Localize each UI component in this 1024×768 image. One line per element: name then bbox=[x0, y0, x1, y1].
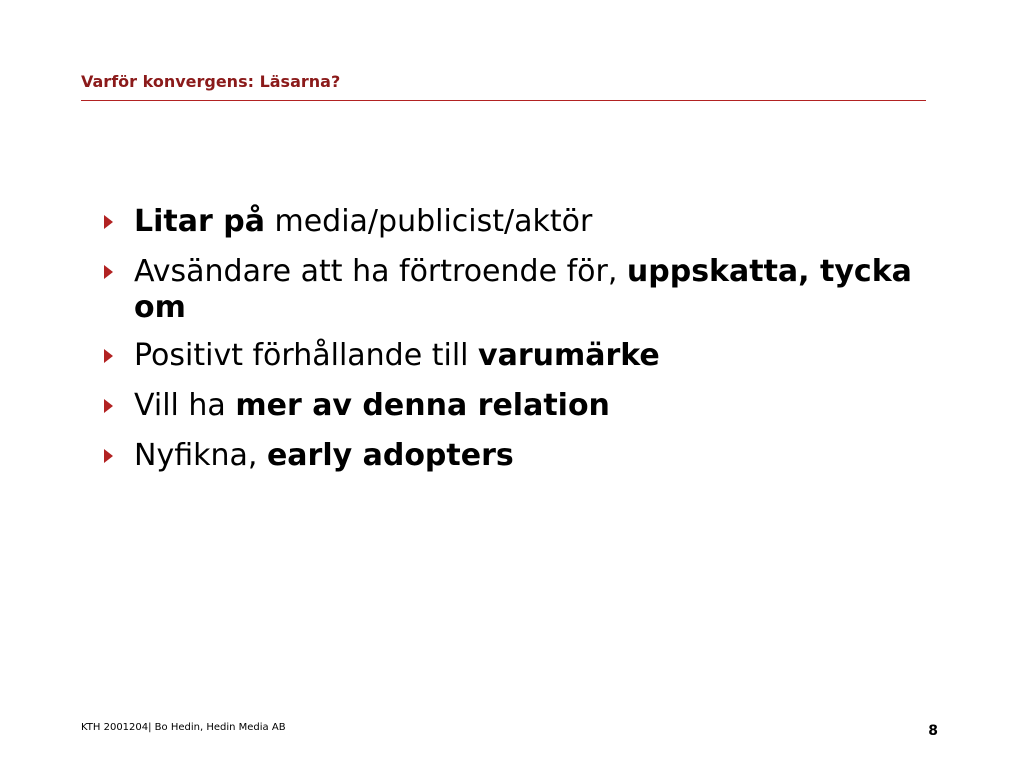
bullet-arrow-icon bbox=[104, 265, 113, 279]
bullet-item bbox=[100, 388, 930, 424]
slide-title: Varför konvergens: Läsarna? bbox=[81, 72, 341, 91]
bullet-item bbox=[100, 254, 930, 326]
bullet-text-bold: early adopters bbox=[266, 438, 514, 473]
page-number: 8 bbox=[928, 723, 938, 739]
bullet-text-bold: mer av denna relation bbox=[235, 388, 610, 423]
bullet-list bbox=[100, 204, 930, 488]
bullet-arrow-icon bbox=[104, 215, 113, 229]
bullet-arrow-icon bbox=[104, 449, 113, 463]
bullet-text: Vill ha bbox=[134, 388, 236, 423]
bullet-text: media/publicist/aktör bbox=[264, 204, 593, 239]
bullet-text: Avsändare att ha förtroende för, bbox=[134, 254, 627, 289]
bullet-text-bold: uppskatta, tycka om bbox=[134, 254, 912, 325]
title-divider bbox=[81, 100, 926, 101]
bullet-arrow-icon bbox=[104, 399, 113, 413]
bullet-text: Nyfikna, bbox=[134, 438, 267, 473]
bullet-item bbox=[100, 338, 930, 374]
bullet-arrow-icon bbox=[104, 349, 113, 363]
bullet-item bbox=[100, 204, 930, 240]
bullet-text-bold: Litar på bbox=[134, 204, 265, 239]
bullet-text: Positivt förhållande till bbox=[134, 338, 479, 373]
bullet-text-bold: varumärke bbox=[478, 338, 660, 373]
bullet-item bbox=[100, 438, 930, 474]
footer-credit: KTH 2001204| Bo Hedin, Hedin Media AB bbox=[81, 722, 286, 733]
